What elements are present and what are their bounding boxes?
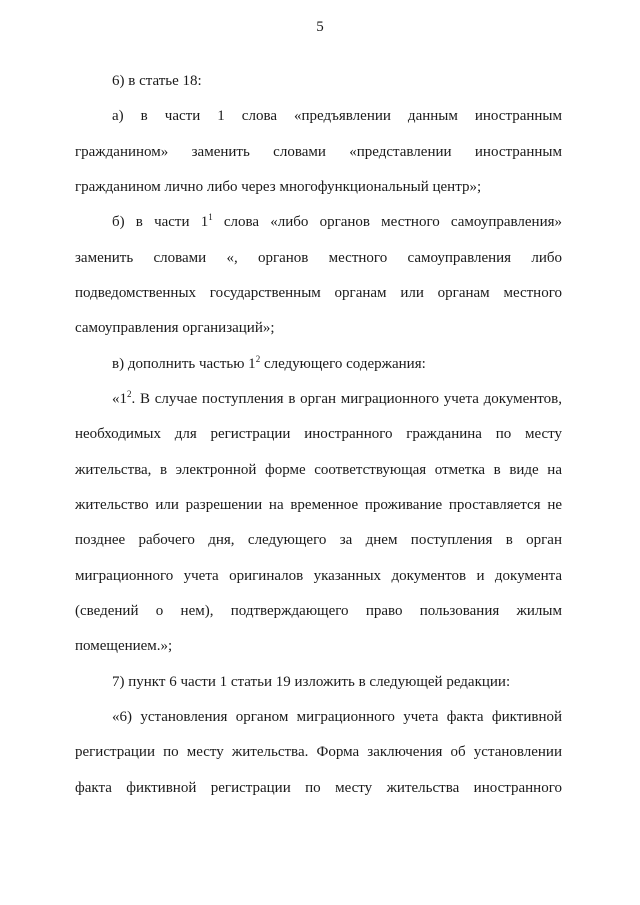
paragraph-line: необходимых для регистрации иностранного гражданина по месту (75, 426, 562, 442)
paragraph-line: регистрации по месту жительства. Форма заключения об установлении (75, 744, 562, 760)
paragraph-line: позднее рабочего дня, следующего за днем поступления в орган (75, 532, 562, 548)
page-number: 5 (316, 19, 324, 35)
superscript: 2 (255, 354, 261, 364)
paragraph-line (112, 212, 562, 232)
paragraph-line (112, 389, 562, 409)
paragraph-line: 6) в статье 18: (112, 73, 202, 89)
paragraph-line: «6) установления органом миграционного учета факта фиктивной (112, 709, 562, 725)
paragraph-line: миграционного учета оригиналов указанных документов и документа (75, 568, 562, 584)
paragraph-line: 7) пункт 6 части 1 статьи 19 изложить в следующей редакции: (112, 674, 511, 690)
paragraph-line: факта фиктивной регистрации по месту жительства иностранного (75, 780, 562, 796)
paragraph-line: а) в части 1 слова «предъявлении данным иностранным (112, 108, 562, 124)
text-run: следующего содержания: (260, 356, 426, 372)
paragraph-line: самоуправления организаций»; (75, 320, 275, 336)
paragraph-line: помещением.»; (75, 638, 173, 654)
paragraph-line: (сведений о нем), подтверждающего право пользования жилым (75, 603, 562, 619)
paragraph-line: подведомственных государственным органам или органам местного (75, 285, 562, 301)
paragraph-line: гражданином» заменить словами «представлении иностранным (75, 144, 562, 160)
paragraph-line: жительство или разрешении на временное проживание проставляется не (75, 497, 562, 513)
text-run: в) дополнить частью 1 (112, 356, 256, 372)
text-run: б) в части 1 (112, 214, 209, 230)
text-run: слова «либо органов местного самоуправления» (212, 214, 562, 230)
text-run: . В случае поступления в орган миграционного учета документов, (131, 391, 562, 407)
paragraph-line: гражданином лично либо через многофункциональный центр»; (75, 179, 482, 195)
superscript: 1 (208, 212, 213, 222)
text-run: «1 (112, 391, 127, 407)
paragraph-line (112, 354, 562, 374)
paragraph-line: заменить словами «, органов местного самоуправления либо (75, 250, 562, 266)
superscript: 2 (127, 389, 132, 399)
paragraph-line: жительства, в электронной форме соответствующая отметка в виде на (75, 462, 562, 478)
